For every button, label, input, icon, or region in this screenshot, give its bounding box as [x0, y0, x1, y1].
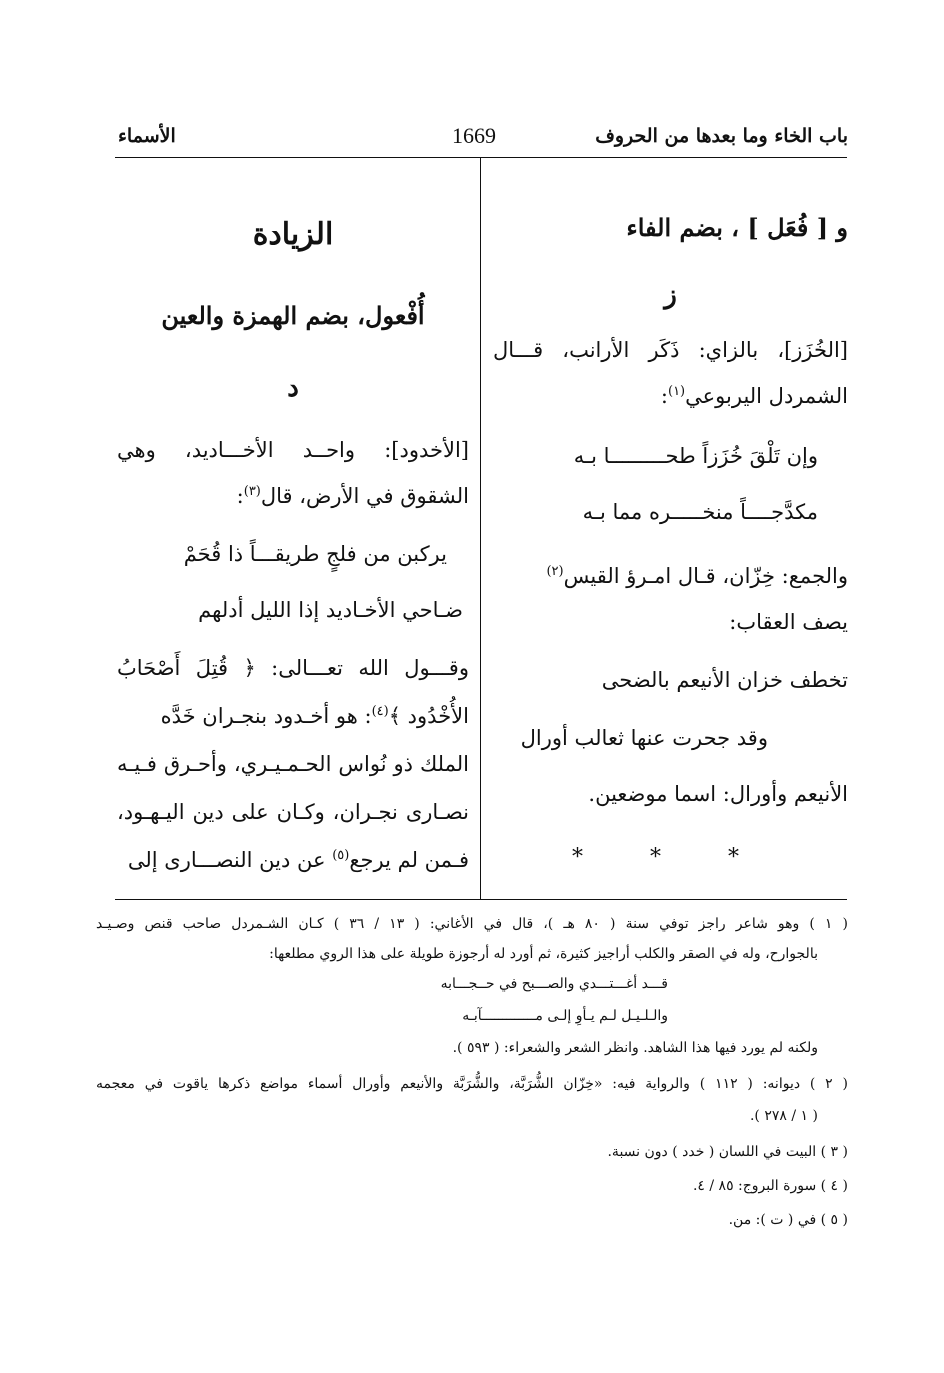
footnote-line: ( ٤ ) سورة البروج: ٨٥ / ٤. [692, 1178, 848, 1194]
running-header-section: الأسماء [118, 125, 176, 147]
header-rule [115, 157, 847, 158]
entry-line: فـمن لم يرجع$^{(٥)}$ عن دين النصـــارى إلى [127, 848, 469, 872]
footnote-ref: (٥) [332, 848, 350, 863]
verse-line: تخطف خزان الأنيعم بالضحى [601, 668, 848, 692]
entry-line: نصـارى نجـران، وكـان على دين اليـهـود، [117, 800, 469, 824]
entry-line: يصف العقاب: [729, 610, 848, 634]
entry-line: والجمع: خِزّان، قـال امـرؤ القيس$^{(٢)}$ [546, 564, 848, 588]
footnote-verse: قـــد أغـــتـــدي والصـــبح في حــجـــابه [440, 976, 668, 992]
entry-line: الشقوق في الأرض، قال$^{(٣)}$: [236, 484, 469, 508]
entry-line: وقـــول الله تعـــالى: ﴿ قُتِلَ أَصْحَابُ [117, 656, 469, 680]
running-header-chapter: باب الخاء وما بعدها من الحروف [595, 125, 848, 147]
footnote-line: بالجوارح، وله في الصقر والكلب أراجيز كثيرة، ثم أورد له أرجوزة طويلة على هذا الروي مطلعها: [269, 946, 818, 962]
column-divider [480, 157, 481, 899]
entry-line: الأُخْدُود ﴾$^{(٤)}$: هو أخـدود بنجـران خَدَّه [160, 704, 469, 728]
footnote-ref: (٤) [371, 704, 389, 719]
letter-heading: ز [664, 280, 677, 310]
footnote-ref: (١) [667, 384, 686, 399]
footnote-rule [115, 899, 847, 900]
footnote-line: ( ٥ ) في ( ت ): من. [728, 1212, 848, 1228]
verse-line: يركبن من فلجٍ طريقـــاً ذا قُحَمْ [183, 542, 447, 566]
footnote-line: ( ١ / ٢٧٨ ). [749, 1108, 818, 1124]
footnote-line: ( ١ ) وهو شاعر راجز توفي سنة ( ٨٠ هـ )، قال في الأغاني: ( ١٣ / ٣٦ ) كـان الشـمردل صاحب قنص وصـيـد [96, 916, 848, 932]
verse-line: وإن تَلْقَ خُزَزاً طحـــــــــا بـه [573, 444, 818, 468]
verse-line: وقد جحرت عنها ثعالب أورال [520, 726, 768, 750]
section-title: الزيادة [252, 217, 334, 252]
entry-line: الشمردل اليربوعي$^{(١)}$: [660, 384, 848, 408]
letter-heading: د [287, 373, 299, 403]
footnote-line: ولكنه لم يورد فيها هذا الشاهد. وانظر الشعر والشعراء: ( ٥٩٣ ). [452, 1040, 818, 1056]
footnote-ref: (٣) [243, 484, 261, 499]
entry-line: الأنيعم وأورال: اسما موضعين. [588, 782, 848, 806]
pattern-heading: و [ فُعَل ] ، بضم الفاء [626, 213, 848, 242]
verse-line: مكدَّجــــاً منخـــــره مما بـه [582, 500, 818, 524]
entry-line: [الخُزَز]، بالزاي: ذَكَر الأرانب، قـــال [493, 338, 848, 362]
footnote-ref: (٢) [546, 564, 564, 579]
entry-line: الملك ذو نُواس الحـمـيـري، وأحـرق فـيـه [117, 752, 469, 776]
page-number: 1669 [452, 123, 496, 148]
pattern-heading: أُفْعول، بضم الهمزة والعين [161, 301, 425, 330]
footnote-line: ( ٣ ) البيت في اللسان ( خدد ) دون نسبة. [607, 1144, 848, 1160]
entry-line: [الأخدود]: واحــد الأخـــاديد، وهي [117, 438, 469, 462]
footnote-verse: والـلـيـل لـم يـأوِ إلـى مـــــــــــــآبـه [462, 1008, 668, 1024]
verse-line: ضـاحي الأخـاديد إذا الليل أدلهم [198, 598, 463, 622]
section-stars: * * * [572, 845, 769, 870]
footnote-line: ( ٢ ) ديوانه: ( ١١٢ ) والرواية فيه: «خِزّان الشُّرَبَّة، والشُّرَبَّة والأنيعم وأورال أسماء مواضع ذكرها ياقوت في معجمه [96, 1076, 848, 1092]
